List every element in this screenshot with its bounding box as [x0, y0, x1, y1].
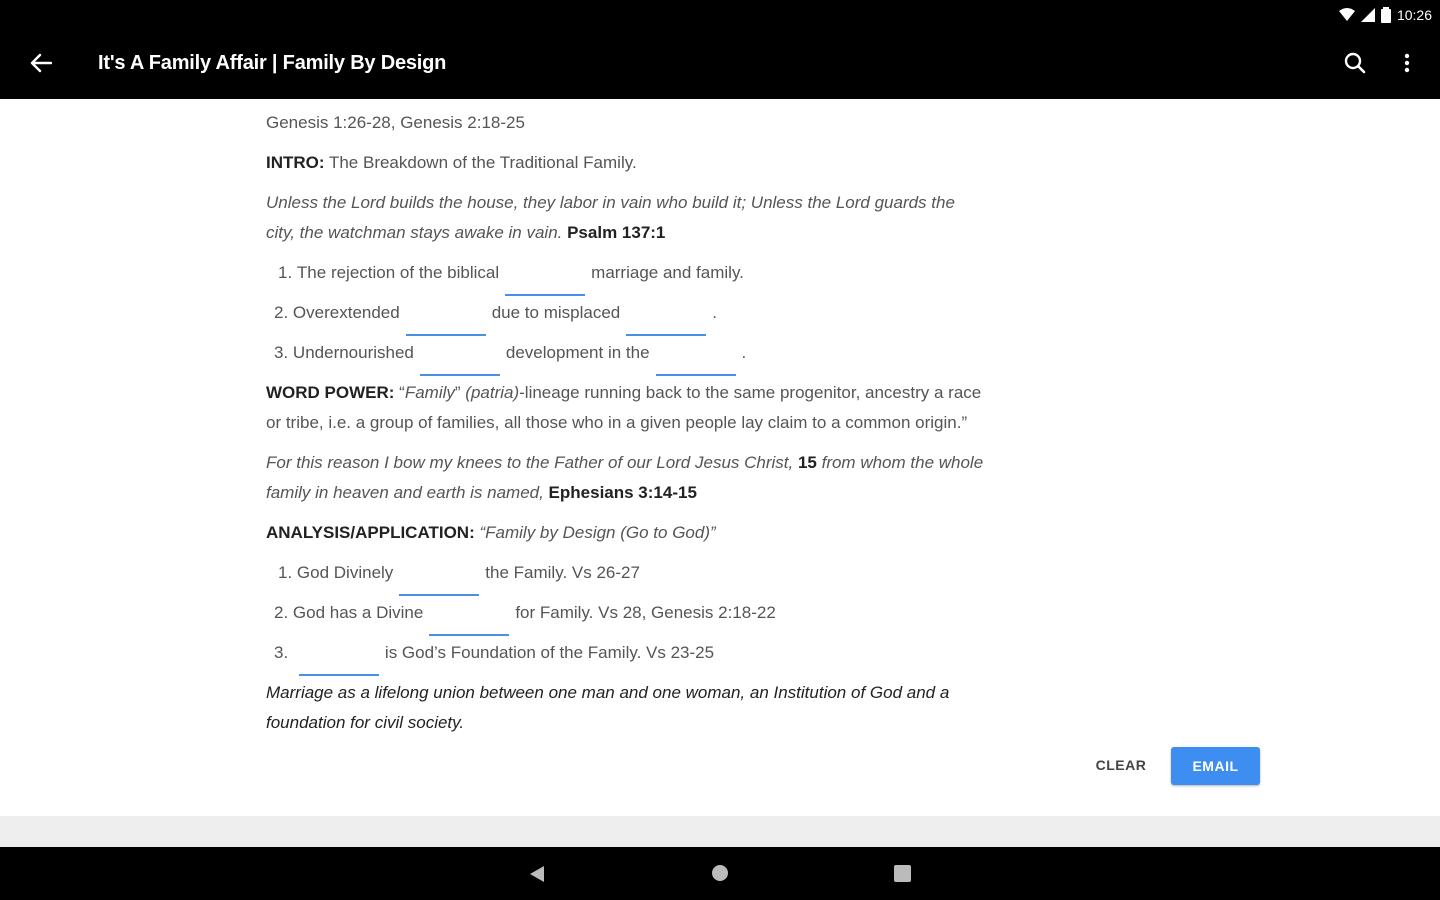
ephesians-line-1b: from whom the whole	[821, 453, 984, 472]
arrow-left-icon	[30, 53, 52, 78]
ephesians-reference: Ephesians 3:14-15	[543, 483, 697, 502]
greek-term: (patria)	[465, 383, 520, 402]
scripture-reference: Genesis 1:26-28, Genesis 2:18-25	[266, 113, 525, 132]
list-item	[274, 298, 1126, 328]
nav-home-button[interactable]	[710, 863, 730, 883]
page-title: It's A Family Affair | Family By Design	[98, 52, 447, 74]
fill-in-blank[interactable]	[429, 604, 509, 636]
list-text-before: The rejection of the biblical	[296, 263, 500, 282]
content-footer	[0, 816, 1440, 847]
ephesians-line-1a: For this reason I bow my knees to the Father of our Lord Jesus Christ,	[266, 453, 794, 472]
search-button[interactable]	[1338, 48, 1372, 82]
nav-recents-button[interactable]	[893, 864, 912, 883]
email-button[interactable]: EMAIL	[1171, 747, 1260, 785]
intro-text: The Breakdown of the Traditional Family.	[324, 153, 637, 172]
psalm-reference: Psalm 137:1	[562, 223, 666, 242]
search-icon	[1344, 52, 1366, 79]
clear-button[interactable]: CLEAR	[1095, 757, 1147, 773]
list-item	[274, 638, 1126, 668]
list-text-after: .	[712, 303, 717, 322]
analysis-label: ANALYSIS/APPLICATION:	[266, 523, 475, 542]
intro-label: INTRO:	[266, 153, 325, 172]
status-bar	[0, 0, 1440, 30]
quote-close: ”	[454, 383, 466, 402]
word-power-line-2: or tribe, i.e. a group of families, all those who in a given people lay claim to a common origin.”	[266, 413, 968, 432]
sermon-notes	[266, 108, 1126, 748]
nav-back-button[interactable]	[526, 863, 548, 885]
list-number: 2.	[274, 303, 289, 322]
word-power-term: Family	[404, 383, 455, 402]
list-number: 1.	[278, 563, 293, 582]
list-number: 3.	[274, 643, 289, 662]
word-power-paragraph	[266, 378, 1126, 438]
analysis-paragraph	[266, 518, 1126, 548]
list-text-before: God Divinely	[296, 563, 394, 582]
more-options-button[interactable]	[1392, 48, 1422, 82]
list-text-after: the Family. Vs 26-27	[485, 563, 640, 582]
back-button[interactable]	[24, 48, 58, 82]
psalm-quote-line-2: city, the watchman stays awake in vain.	[266, 223, 563, 242]
list-item	[274, 338, 1126, 368]
list-text-middle: development in the	[505, 343, 650, 362]
list-text-after: marriage and family.	[591, 263, 744, 282]
list-item	[278, 558, 1126, 588]
fill-in-blank[interactable]	[656, 344, 736, 376]
psalm-quote-line-1: Unless the Lord builds the house, they labor in vain who build it; Unless the Lord guards the	[266, 193, 955, 212]
fill-in-blank[interactable]	[406, 304, 486, 336]
signal-icon	[1361, 8, 1375, 22]
list-text-middle: due to misplaced	[491, 303, 621, 322]
triangle-back-icon	[526, 872, 548, 889]
status-icons	[1339, 5, 1432, 25]
status-time: 10:26	[1396, 7, 1432, 23]
square-recents-icon	[893, 870, 912, 887]
fill-in-blank[interactable]	[399, 564, 479, 596]
ephesians-line-2: family in heaven and earth is named,	[266, 483, 544, 502]
intro-paragraph	[266, 148, 1126, 178]
app-bar	[0, 30, 1440, 99]
closing-statement	[266, 678, 1126, 738]
ephesians-quote	[266, 448, 1126, 508]
quote-open: “	[394, 383, 405, 402]
list-number: 3.	[274, 343, 289, 362]
battery-icon	[1381, 7, 1391, 23]
word-power-text: -lineage running back to the same progenitor, ancestry a race	[519, 383, 982, 402]
list-text-after: is God’s Foundation of the Family. Vs 23-25	[384, 643, 715, 662]
list-text-before: Undernourished	[292, 343, 414, 362]
list-text-after: for Family. Vs 28, Genesis 2:18-22	[515, 603, 776, 622]
list-text-before: God has a Divine	[292, 603, 424, 622]
fill-in-blank[interactable]	[299, 644, 379, 676]
fill-in-blank[interactable]	[420, 344, 500, 376]
circle-home-icon	[710, 870, 730, 887]
word-power-label: WORD POWER:	[266, 383, 395, 402]
closing-line-1: Marriage as a lifelong union between one man and one woman, an Institution of God and a	[266, 683, 950, 702]
more-vert-icon	[1404, 53, 1410, 78]
fill-in-blank[interactable]	[505, 264, 585, 296]
list-number: 2.	[274, 603, 289, 622]
wifi-icon	[1339, 8, 1355, 22]
list-text-after: .	[741, 343, 747, 362]
list-item	[278, 258, 1126, 288]
verse-number: 15	[793, 453, 822, 472]
list-text-before: Overextended	[292, 303, 400, 322]
fill-in-blank[interactable]	[626, 304, 706, 336]
system-navigation-bar	[0, 847, 1440, 900]
analysis-text: “Family by Design (Go to God)”	[474, 523, 716, 542]
list-number: 1.	[278, 263, 293, 282]
list-item	[274, 598, 1126, 628]
closing-line-2: foundation for civil society.	[266, 713, 465, 732]
psalm-quote	[266, 188, 1126, 248]
